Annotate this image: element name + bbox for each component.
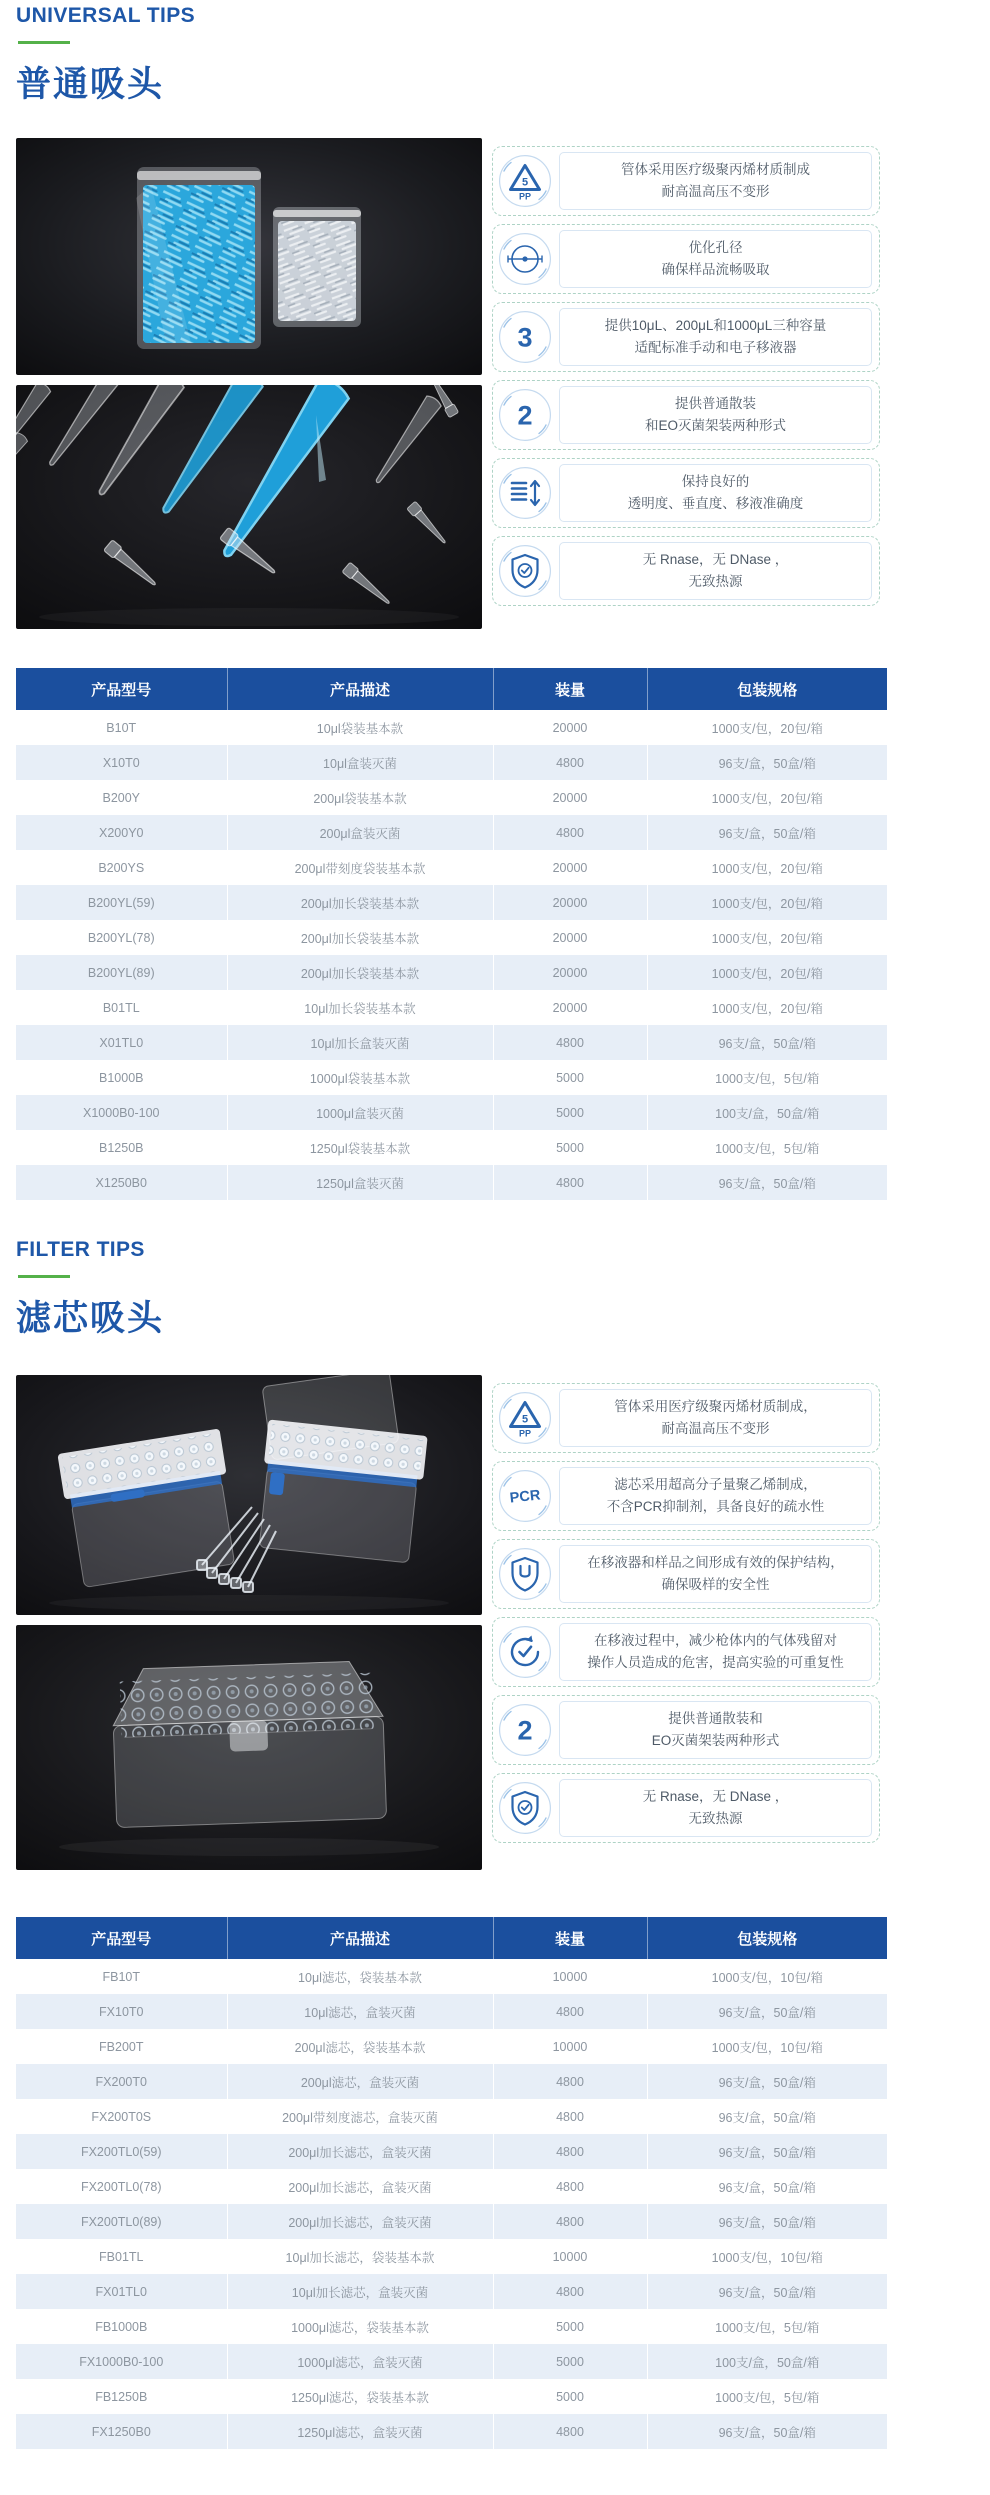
table-row: [16, 2274, 887, 2309]
cell-packaging: 1000支/包，5包/箱: [715, 1071, 820, 1086]
cell-packaging: 96支/盒，50盒/箱: [718, 2145, 816, 2160]
feature-item: [492, 146, 880, 216]
cell-description: 200μl滤芯，盒装灭菌: [227, 2064, 493, 2099]
pp-recycle-icon: [498, 1391, 552, 1445]
cell-description: 10μl盒装灭菌: [227, 745, 493, 780]
cell-description: 200μl带刻度袋装基本款: [227, 850, 493, 885]
cell-packaging: 1000支/包，10包/箱: [711, 2040, 823, 2055]
feature-item: [492, 1383, 880, 1453]
cell-model: B1000B: [16, 1060, 227, 1095]
cell-packaging: 1000支/包，20包/箱: [711, 861, 823, 876]
cell-quantity: 4800: [493, 2274, 647, 2309]
feature-line-2: 操作人员造成的危害，提高实验的可重复性: [587, 1655, 844, 1670]
cell-packaging: 1000支/包，5包/箱: [715, 2390, 820, 2405]
cell-packaging: 1000支/包，20包/箱: [711, 1001, 823, 1016]
feature-item: [492, 1773, 880, 1843]
table-row: [16, 1130, 887, 1165]
cell-model: B200YS: [16, 850, 227, 885]
cell-description: 200μl加长滤芯，盒装灭菌: [227, 2134, 493, 2169]
accuracy-lines-icon: [498, 466, 552, 520]
cell-quantity: 20000: [493, 920, 647, 955]
cell-description: 200μl加长袋装基本款: [227, 920, 493, 955]
cell-model: B01TL: [16, 990, 227, 1025]
cell-quantity: 4800: [493, 2134, 647, 2169]
feature-item: [492, 1617, 880, 1687]
cell-model: B200YL(89): [16, 955, 227, 990]
rack-box: [111, 1660, 386, 1827]
section-title: 普通吸头: [16, 65, 165, 104]
cell-packaging: 96支/盒，50盒/箱: [718, 756, 816, 771]
feature-line-1: 保持良好的: [681, 474, 750, 490]
cell-model: FB01TL: [16, 2239, 227, 2274]
filter-tips-feature-list: [492, 1383, 880, 1843]
cell-quantity: 20000: [493, 710, 647, 745]
cell-packaging: 100支/盒，50盒/箱: [715, 1106, 820, 1121]
svg-text:PCR: PCR: [509, 1487, 542, 1507]
feature-line-1: 优化孔径: [688, 240, 743, 256]
cell-description: 10μl袋装基本款: [227, 710, 493, 745]
table-row: [16, 955, 887, 990]
universal-tips-photos: [16, 138, 482, 639]
feature-line-2: 适配标准手动和电子移液器: [634, 340, 797, 355]
cell-packaging: 96支/盒，50盒/箱: [718, 2425, 816, 2440]
feature-text: [559, 1467, 872, 1525]
cell-quantity: 10000: [493, 1959, 647, 1994]
svg-text:2: 2: [517, 400, 533, 431]
cell-description: 1000μl滤芯，盒装灭菌: [227, 2344, 493, 2379]
feature-line-2: 和EO灭菌架装两种形式: [644, 418, 786, 433]
cell-model: B200YL(59): [16, 885, 227, 920]
cell-description: 10μl加长滤芯，盒装灭菌: [227, 2274, 493, 2309]
table-row: [16, 850, 887, 885]
cell-packaging: 96支/盒，50盒/箱: [718, 2180, 816, 2195]
table-row: [16, 780, 887, 815]
cell-packaging: 96支/盒，50盒/箱: [718, 2110, 816, 2125]
cell-packaging: 96支/盒，50盒/箱: [718, 1036, 816, 1051]
table-row: [16, 990, 887, 1025]
cell-model: FX01TL0: [16, 2274, 227, 2309]
cell-description: 200μl加长滤芯，盒装灭菌: [227, 2169, 493, 2204]
refresh-check-icon: [498, 1625, 552, 1679]
cell-model: B200Y: [16, 780, 227, 815]
cell-quantity: 5000: [493, 1095, 647, 1130]
feature-line-1: 无 Rnase，无 DNase ，: [642, 1789, 789, 1805]
feature-item: [492, 1539, 880, 1609]
universal-tips-bags-photo: [16, 138, 482, 375]
table-row: [16, 2379, 887, 2414]
cell-description: 10μl加长袋装基本款: [227, 990, 493, 1025]
number-2-icon: [498, 1703, 552, 1757]
feature-item: [492, 1461, 880, 1531]
section-eyebrow: FILTER TIPS: [16, 1238, 145, 1261]
cell-model: X1250B0: [16, 1165, 227, 1200]
cell-description: 200μl袋装基本款: [227, 780, 493, 815]
cell-description: 10μl加长盒装灭菌: [227, 1025, 493, 1060]
cell-packaging: 1000支/包，20包/箱: [711, 896, 823, 911]
cell-packaging: 1000支/包，10包/箱: [711, 2250, 823, 2265]
cell-quantity: 5000: [493, 1130, 647, 1165]
table-header-row: [16, 1917, 887, 1959]
table-row: [16, 1060, 887, 1095]
cell-description: 10μl滤芯，袋装基本款: [227, 1959, 493, 1994]
feature-text: [559, 152, 872, 210]
table-row: [16, 2239, 887, 2274]
cell-model: FX10T0: [16, 1994, 227, 2029]
feature-item: [492, 1695, 880, 1765]
cell-quantity: 20000: [493, 780, 647, 815]
table-row: [16, 1095, 887, 1130]
cell-model: FX200TL0(59): [16, 2134, 227, 2169]
table-row: [16, 745, 887, 780]
number-2-icon: [498, 388, 552, 442]
cell-quantity: 5000: [493, 2344, 647, 2379]
cell-packaging: 96支/盒，50盒/箱: [718, 2005, 816, 2020]
column-header-model: 产品型号: [16, 668, 227, 710]
feature-item: [492, 302, 880, 372]
shield-u-icon: [498, 1547, 552, 1601]
cell-quantity: 4800: [493, 2064, 647, 2099]
cell-description: 1250μl袋装基本款: [227, 1130, 493, 1165]
cell-model: FB10T: [16, 1959, 227, 1994]
svg-text:2: 2: [517, 1715, 533, 1746]
cell-packaging: 96支/盒，50盒/箱: [718, 2285, 816, 2300]
cell-quantity: 4800: [493, 2099, 647, 2134]
cell-description: 200μl滤芯，袋装基本款: [227, 2029, 493, 2064]
cell-description: 200μl加长袋装基本款: [227, 885, 493, 920]
cell-packaging: 1000支/包，10包/箱: [711, 1970, 823, 1985]
table-row: [16, 2204, 887, 2239]
feature-line-2: 耐高温高压不变形: [661, 1421, 770, 1436]
table-row: [16, 2064, 887, 2099]
cell-packaging: 96支/盒，50盒/箱: [718, 1176, 816, 1191]
left-rack: [57, 1428, 240, 1588]
feature-line-2: EO灭菌架装两种形式: [651, 1733, 780, 1748]
feature-line-1: 提供10μL、200μL和1000μL三种容量: [604, 318, 827, 334]
filter-tips-racks-photo: [16, 1375, 482, 1615]
cell-quantity: 4800: [493, 815, 647, 850]
table-row: [16, 2099, 887, 2134]
cell-description: 1250μl盒装灭菌: [227, 1165, 493, 1200]
svg-text:PP: PP: [518, 191, 532, 202]
feature-line-2: 透明度、垂直度、移液准确度: [627, 496, 804, 511]
filter-tips-table: [16, 1917, 887, 2449]
universal-tips-header: [16, 4, 195, 107]
table-row: [16, 1959, 887, 1994]
feature-text: [559, 1701, 872, 1759]
svg-text:PP: PP: [518, 1428, 532, 1439]
feature-line-1: 无 Rnase，无 DNase ，: [642, 552, 789, 568]
feature-item: [492, 380, 880, 450]
feature-line-2: 耐高温高压不变形: [661, 184, 770, 199]
feature-line-2: 确保样品流畅吸取: [661, 262, 770, 277]
feature-line-1: 提供普通散装: [675, 396, 756, 412]
cell-model: FX200TL0(89): [16, 2204, 227, 2239]
cell-packaging: 96支/盒，50盒/箱: [718, 2075, 816, 2090]
cell-model: FX1250B0: [16, 2414, 227, 2449]
cell-packaging: 100支/盒，50盒/箱: [715, 2355, 820, 2370]
cell-model: FB200T: [16, 2029, 227, 2064]
cell-model: B10T: [16, 710, 227, 745]
cell-description: 200μl盒装灭菌: [227, 815, 493, 850]
cell-model: FX200T0: [16, 2064, 227, 2099]
table-header-row: [16, 668, 887, 710]
blue-tips-bag: [136, 167, 261, 349]
cell-packaging: 96支/盒，50盒/箱: [718, 826, 816, 841]
cell-quantity: 20000: [493, 885, 647, 920]
cell-packaging: 1000支/包，5包/箱: [715, 1141, 820, 1156]
cell-description: 1250μl滤芯，袋装基本款: [227, 2379, 493, 2414]
cell-quantity: 4800: [493, 2414, 647, 2449]
svg-text:3: 3: [517, 322, 533, 353]
feature-item: [492, 224, 880, 294]
column-header-quantity: 装量: [493, 1917, 647, 1959]
feature-text: [559, 1545, 872, 1603]
feature-line-1: 提供普通散装和: [668, 1711, 763, 1727]
cell-quantity: 5000: [493, 2309, 647, 2344]
feature-text: [559, 308, 872, 366]
number-3-icon: [498, 310, 552, 364]
feature-text: [559, 1623, 872, 1681]
cell-description: 200μl加长滤芯，盒装灭菌: [227, 2204, 493, 2239]
filter-tips-photos: [16, 1375, 482, 1880]
feature-item: [492, 536, 880, 606]
cell-quantity: 5000: [493, 2379, 647, 2414]
cell-model: FB1250B: [16, 2379, 227, 2414]
cell-quantity: 4800: [493, 1994, 647, 2029]
cell-model: X200Y0: [16, 815, 227, 850]
cell-model: X1000B0-100: [16, 1095, 227, 1130]
column-header-packaging: 包装规格: [647, 668, 887, 710]
table-row: [16, 2169, 887, 2204]
table-row: [16, 2344, 887, 2379]
cell-quantity: 4800: [493, 1025, 647, 1060]
column-header-description: 产品描述: [227, 1917, 493, 1959]
cell-model: FB1000B: [16, 2309, 227, 2344]
feature-item: [492, 458, 880, 528]
feature-text: [559, 1779, 872, 1837]
cell-quantity: 10000: [493, 2029, 647, 2064]
cell-model: X10T0: [16, 745, 227, 780]
cell-model: FX1000B0-100: [16, 2344, 227, 2379]
universal-tips-table: [16, 668, 887, 1200]
cell-description: 200μl加长袋装基本款: [227, 955, 493, 990]
filter-tips-header: [16, 1238, 164, 1341]
feature-text: [559, 386, 872, 444]
column-header-packaging: 包装规格: [647, 1917, 887, 1959]
column-header-quantity: 装量: [493, 668, 647, 710]
clear-tips-bag: [273, 207, 361, 327]
cell-model: FX200TL0(78): [16, 2169, 227, 2204]
filter-tips-box-photo: [16, 1625, 482, 1870]
feature-text: [559, 230, 872, 288]
cell-description: 1000μl盒装灭菌: [227, 1095, 493, 1130]
section-eyebrow: UNIVERSAL TIPS: [16, 4, 196, 27]
pcr-icon: [498, 1469, 552, 1523]
section-title: 滤芯吸头: [16, 1299, 165, 1338]
table-row: [16, 885, 887, 920]
feature-line-1: 在移液过程中，减少枪体内的气体残留对: [594, 1633, 837, 1649]
cell-quantity: 4800: [493, 745, 647, 780]
cell-quantity: 4800: [493, 2169, 647, 2204]
green-rule: [18, 1275, 70, 1278]
column-header-description: 产品描述: [227, 668, 493, 710]
cell-description: 1000μl滤芯，袋装基本款: [227, 2309, 493, 2344]
feature-text: [559, 1389, 872, 1447]
feature-line-2: 无致热源: [688, 574, 743, 589]
feature-line-1: 在移液器和样品之间形成有效的保护结构，: [587, 1555, 844, 1571]
cell-quantity: 5000: [493, 1060, 647, 1095]
cell-model: X01TL0: [16, 1025, 227, 1060]
cell-quantity: 20000: [493, 990, 647, 1025]
cell-description: 10μl滤芯，盒装灭菌: [227, 1994, 493, 2029]
table-row: [16, 1165, 887, 1200]
table-row: [16, 2134, 887, 2169]
feature-line-2: 不含PCR抑制剂，具备良好的疏水性: [606, 1499, 825, 1514]
cell-description: 1000μl袋装基本款: [227, 1060, 493, 1095]
feature-text: [559, 464, 872, 522]
cell-quantity: 4800: [493, 1165, 647, 1200]
optimized-orifice-icon: [498, 232, 552, 286]
cell-quantity: 10000: [493, 2239, 647, 2274]
cell-model: FX200T0S: [16, 2099, 227, 2134]
cell-packaging: 1000支/包，20包/箱: [711, 721, 823, 736]
cell-model: B1250B: [16, 1130, 227, 1165]
cell-packaging: 1000支/包，20包/箱: [711, 966, 823, 981]
cell-description: 10μl加长滤芯，袋装基本款: [227, 2239, 493, 2274]
table-row: [16, 920, 887, 955]
cell-quantity: 20000: [493, 955, 647, 990]
universal-tips-loose-photo: [16, 385, 482, 629]
cell-description: 1250μl滤芯，盒装灭菌: [227, 2414, 493, 2449]
cell-packaging: 1000支/包，20包/箱: [711, 791, 823, 806]
cell-packaging: 96支/盒，50盒/箱: [718, 2215, 816, 2230]
shield-check-icon: [498, 544, 552, 598]
universal-tips-feature-list: [492, 146, 880, 606]
feature-line-1: 管体采用医疗级聚丙烯材质制成，: [614, 1399, 817, 1415]
table-row: [16, 1994, 887, 2029]
svg-text:5: 5: [521, 176, 529, 189]
feature-line-2: 确保吸样的安全性: [661, 1577, 770, 1592]
table-row: [16, 2414, 887, 2449]
feature-line-1: 管体采用医疗级聚丙烯材质制成: [621, 162, 810, 178]
feature-line-1: 滤芯采用超高分子量聚乙烯制成，: [614, 1477, 817, 1493]
table-row: [16, 815, 887, 850]
table-row: [16, 1025, 887, 1060]
cell-quantity: 20000: [493, 850, 647, 885]
feature-text: [559, 542, 872, 600]
svg-text:5: 5: [521, 1413, 529, 1426]
shield-check-icon: [498, 1781, 552, 1835]
cell-packaging: 1000支/包，20包/箱: [711, 931, 823, 946]
green-rule: [18, 41, 70, 44]
table-row: [16, 2309, 887, 2344]
column-header-model: 产品型号: [16, 1917, 227, 1959]
cell-description: 200μl带刻度滤芯，盒装灭菌: [227, 2099, 493, 2134]
cell-quantity: 4800: [493, 2204, 647, 2239]
table-row: [16, 2029, 887, 2064]
pp-recycle-icon: [498, 154, 552, 208]
cell-model: B200YL(78): [16, 920, 227, 955]
feature-line-2: 无致热源: [688, 1811, 743, 1826]
cell-packaging: 1000支/包，5包/箱: [715, 2320, 820, 2335]
table-row: [16, 710, 887, 745]
